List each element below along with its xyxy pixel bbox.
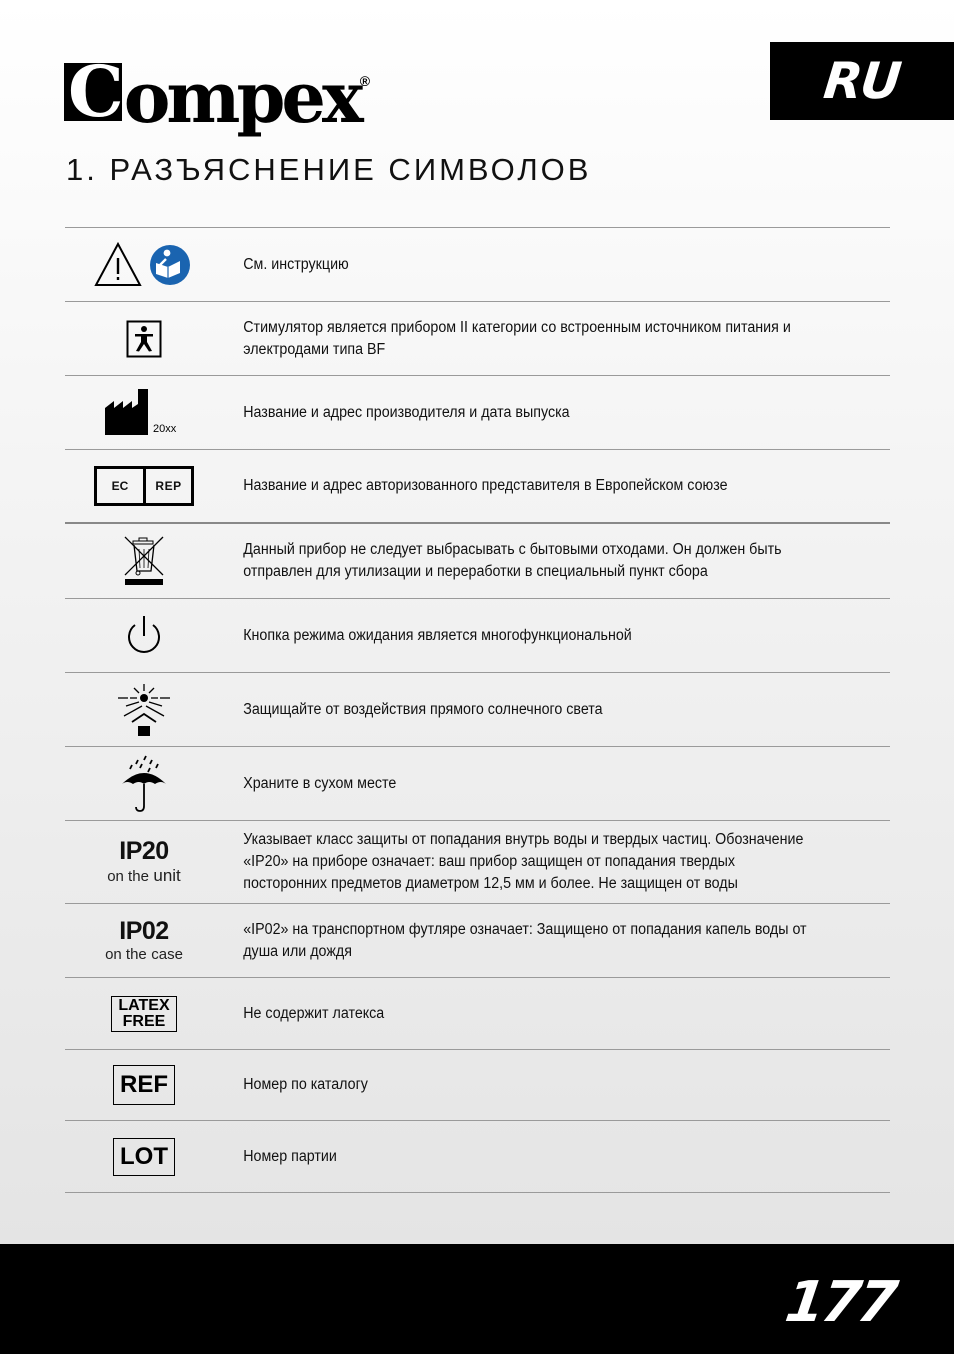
- ip-location-prefix: on the: [105, 945, 147, 963]
- compex-logo: [64, 36, 370, 143]
- symbol-description: Номер партии: [243, 1147, 337, 1165]
- latex-label: LATEX: [118, 996, 170, 1014]
- ip-location-prefix: on the: [107, 868, 149, 885]
- symbol-description: Название и адрес авторизованного представителя в Европейском союзе: [243, 477, 728, 494]
- symbol-description: Стимулятор является прибором II категории со встроенным источником питания и электродами типа BF: [243, 318, 791, 358]
- ec-rep-icon: [65, 466, 223, 506]
- symbol-description: Защищайте от воздействия прямого солнечного света: [243, 700, 603, 718]
- symbol-row: [65, 747, 890, 821]
- ip-code: IP20: [119, 837, 169, 865]
- symbol-description: Храните в сухом месте: [243, 774, 397, 792]
- lot-icon: [65, 1138, 223, 1176]
- keep-dry-umbrella-icon: [65, 754, 223, 814]
- ip-location: [105, 947, 183, 963]
- manufacturer-factory-icon: [65, 388, 223, 438]
- standby-power-icon: [65, 614, 223, 658]
- symbol-row: [65, 1121, 890, 1193]
- symbol-description: Кнопка режима ожидания является многофункциональной: [243, 626, 632, 644]
- lot-label: LOT: [113, 1138, 175, 1176]
- symbol-description: Название и адрес производителя и дата выпуска: [243, 403, 570, 421]
- symbol-description: Номер по каталогу: [243, 1076, 368, 1093]
- ec-label: EC: [97, 469, 146, 503]
- page-footer: [0, 1244, 954, 1354]
- ip-location-word: unit: [153, 866, 181, 885]
- symbol-row: [65, 978, 890, 1050]
- ip20-label: [65, 839, 223, 885]
- symbol-row: [65, 302, 890, 376]
- latex-free-icon: [65, 996, 223, 1032]
- symbol-description: «IP02» на транспортном футляре означает: Защищено от попадания капель воды от душа или дождя: [243, 920, 807, 960]
- symbol-row: [65, 1050, 890, 1121]
- language-tab: [770, 42, 954, 120]
- ip-location: [107, 867, 181, 885]
- crossed-wheelie-bin-icon: [65, 535, 223, 587]
- ref-icon: [65, 1065, 223, 1105]
- symbol-row: [65, 524, 890, 599]
- symbol-row: [65, 821, 890, 904]
- symbol-description: Указывает класс защиты от попадания внутрь воды и твердых частиц. Обозначение «IP20» на приборе означает: ваш прибор защищен от попадания твердых посторонних предметов диаметром 12,5 мм и более. Не защищен от воды: [243, 831, 804, 892]
- symbol-row: [65, 673, 890, 747]
- symbols-table: [65, 227, 890, 1193]
- symbol-row: [65, 376, 890, 450]
- logo-text: ompex: [123, 56, 360, 139]
- symbol-row: [65, 450, 890, 524]
- warning-triangle-and-read-manual-icon: [65, 241, 223, 289]
- ip-location-word: case: [151, 945, 183, 963]
- symbol-row: [65, 904, 890, 978]
- ref-label: REF: [113, 1065, 175, 1105]
- manufacture-date-label: 20xx: [153, 422, 177, 435]
- symbol-row: [65, 228, 890, 302]
- type-bf-applied-part-icon: [65, 320, 223, 358]
- symbol-description: Данный прибор не следует выбрасывать с бытовыми отходами. Он должен быть отправлен для утилизации и переработки в специальный пункт сбора: [243, 541, 782, 580]
- symbol-row: [65, 599, 890, 673]
- logo-c: C: [64, 63, 122, 121]
- section-title: 1. РАЗЪЯСНЕНИЕ СИМВОЛОВ: [66, 152, 592, 187]
- language-code: RU: [821, 52, 903, 110]
- page-number: 177: [781, 1270, 899, 1335]
- logo-registered-mark: ®: [359, 73, 371, 89]
- ip02-label: [65, 916, 223, 963]
- rep-label: REP: [155, 479, 182, 493]
- keep-away-from-sunlight-icon: [65, 682, 223, 738]
- free-label: FREE: [122, 1012, 166, 1030]
- ip-code: IP02: [119, 916, 169, 945]
- symbol-description: Не содержит латекса: [243, 1004, 385, 1022]
- symbol-description: См. инструкцию: [243, 255, 349, 273]
